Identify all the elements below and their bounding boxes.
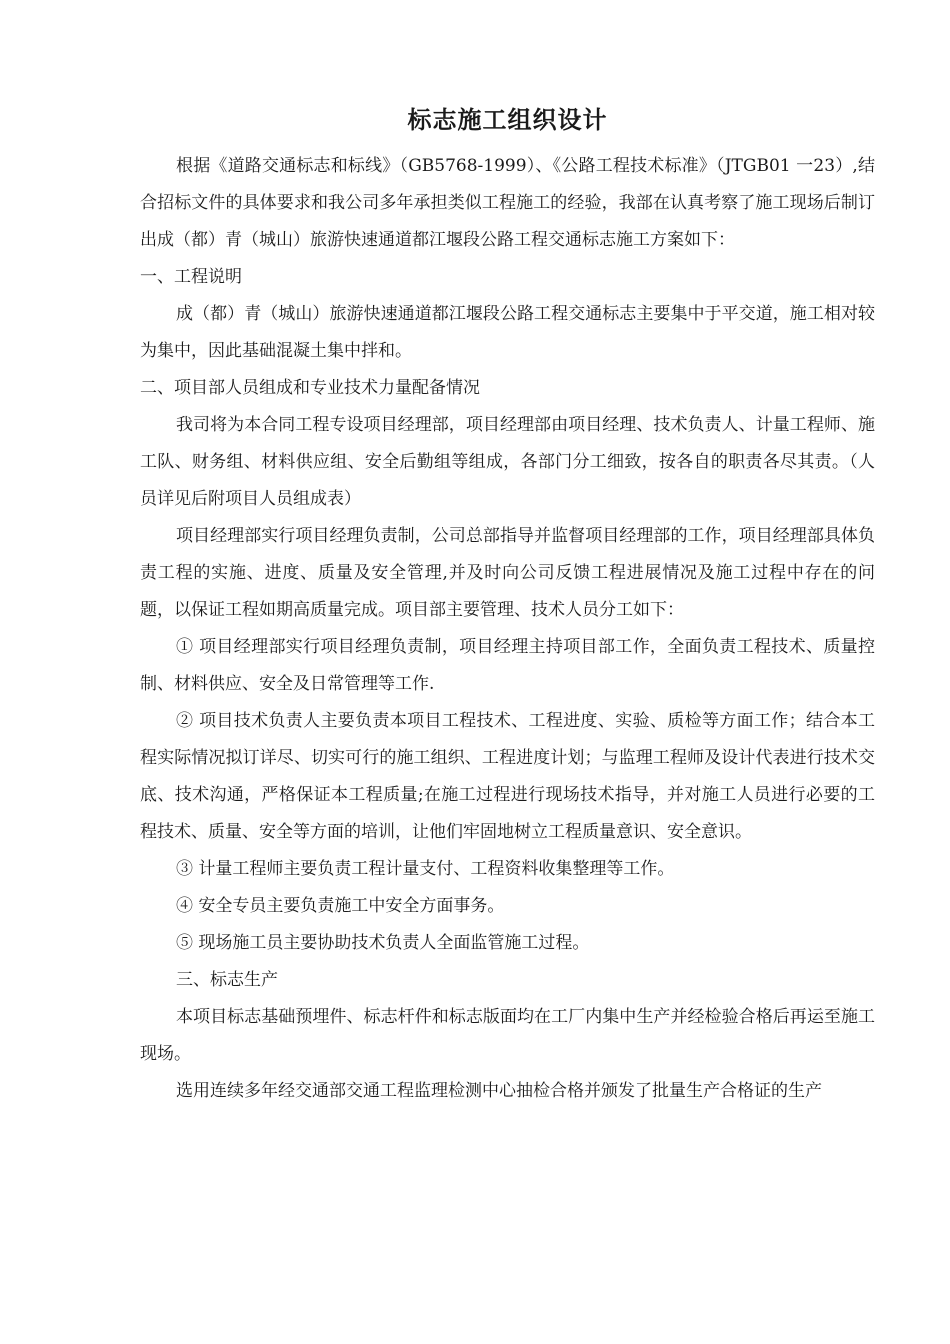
list-item-5: ⑤ 现场施工员主要协助技术负责人全面监管施工过程。 [176, 933, 590, 953]
list-item-2: ② 项目技术负责人主要负责本项目工程技术、工程进度、实验、质检等方面工作；结合本工程实际情况拟订详尽、切实可行的施工组织、工程进度计划；与监理工程师及设计代表进行技术交底、技术沟通，严格保证本工程质量;在施工过程进行现场技术指导，并对施工人员进行必要的工程技术、质量、安全等方面的培训，让他们牢固地树立工程质量意识、安全意识。 [140, 711, 875, 842]
section-heading-2: 二、项目部人员组成和专业技术力量配备情况 [140, 378, 480, 398]
section-heading-3: 三、标志生产 [176, 970, 278, 990]
section-2-paragraph-1: 我司将为本合同工程专设项目经理部，项目经理部由项目经理、技术负责人、计量工程师、施工队、财务组、材料供应组、安全后勤组等组成，各部门分工细致，按各自的职责各尽其责。（人员详见后附项目人员组成表） [140, 415, 875, 509]
list-item-4: ④ 安全专员主要负责施工中安全方面事务。 [176, 896, 505, 916]
section-heading-1: 一、工程说明 [140, 267, 242, 287]
section-3-paragraph-2: 选用连续多年经交通部交通工程监理检测中心抽检合格并颁发了批量生产合格证的生产 [176, 1081, 822, 1101]
intro-paragraph: 根据《道路交通标志和标线》（GB5768-1999）、《公路工程技术标准》（JTGB01 一23）,结合招标文件的具体要求和我公司多年承担类似工程施工的经验，我部在认真考察了施工现场后制订出成（都）青（城山）旅游快速通道都江堰段公路工程交通标志施工方案如下： [140, 156, 875, 250]
section-1-body: 成（都）青（城山）旅游快速通道都江堰段公路工程交通标志主要集中于平交道，施工相对较为集中，因此基础混凝土集中拌和。 [140, 304, 875, 361]
section-2-paragraph-2: 项目经理部实行项目经理负责制，公司总部指导并监督项目经理部的工作，项目经理部具体负责工程的实施、进度、质量及安全管理,并及时向公司反馈工程进展情况及施工过程中存在的问题，以保证工程如期高质量完成。项目部主要管理、技术人员分工如下： [140, 526, 875, 620]
document-title: 标志施工组织设计 [407, 105, 608, 134]
document-page [140, 96, 875, 1110]
section-3-paragraph-1: 本项目标志基础预埋件、标志杆件和标志版面均在工厂内集中生产并经检验合格后再运至施工现场。 [140, 1007, 875, 1064]
list-item-1: ① 项目经理部实行项目经理负责制，项目经理主持项目部工作，全面负责工程技术、质量控制、材料供应、安全及日常管理等工作. [140, 637, 875, 694]
list-item-3: ③ 计量工程师主要负责工程计量支付、工程资料收集整理等工作。 [176, 859, 675, 879]
